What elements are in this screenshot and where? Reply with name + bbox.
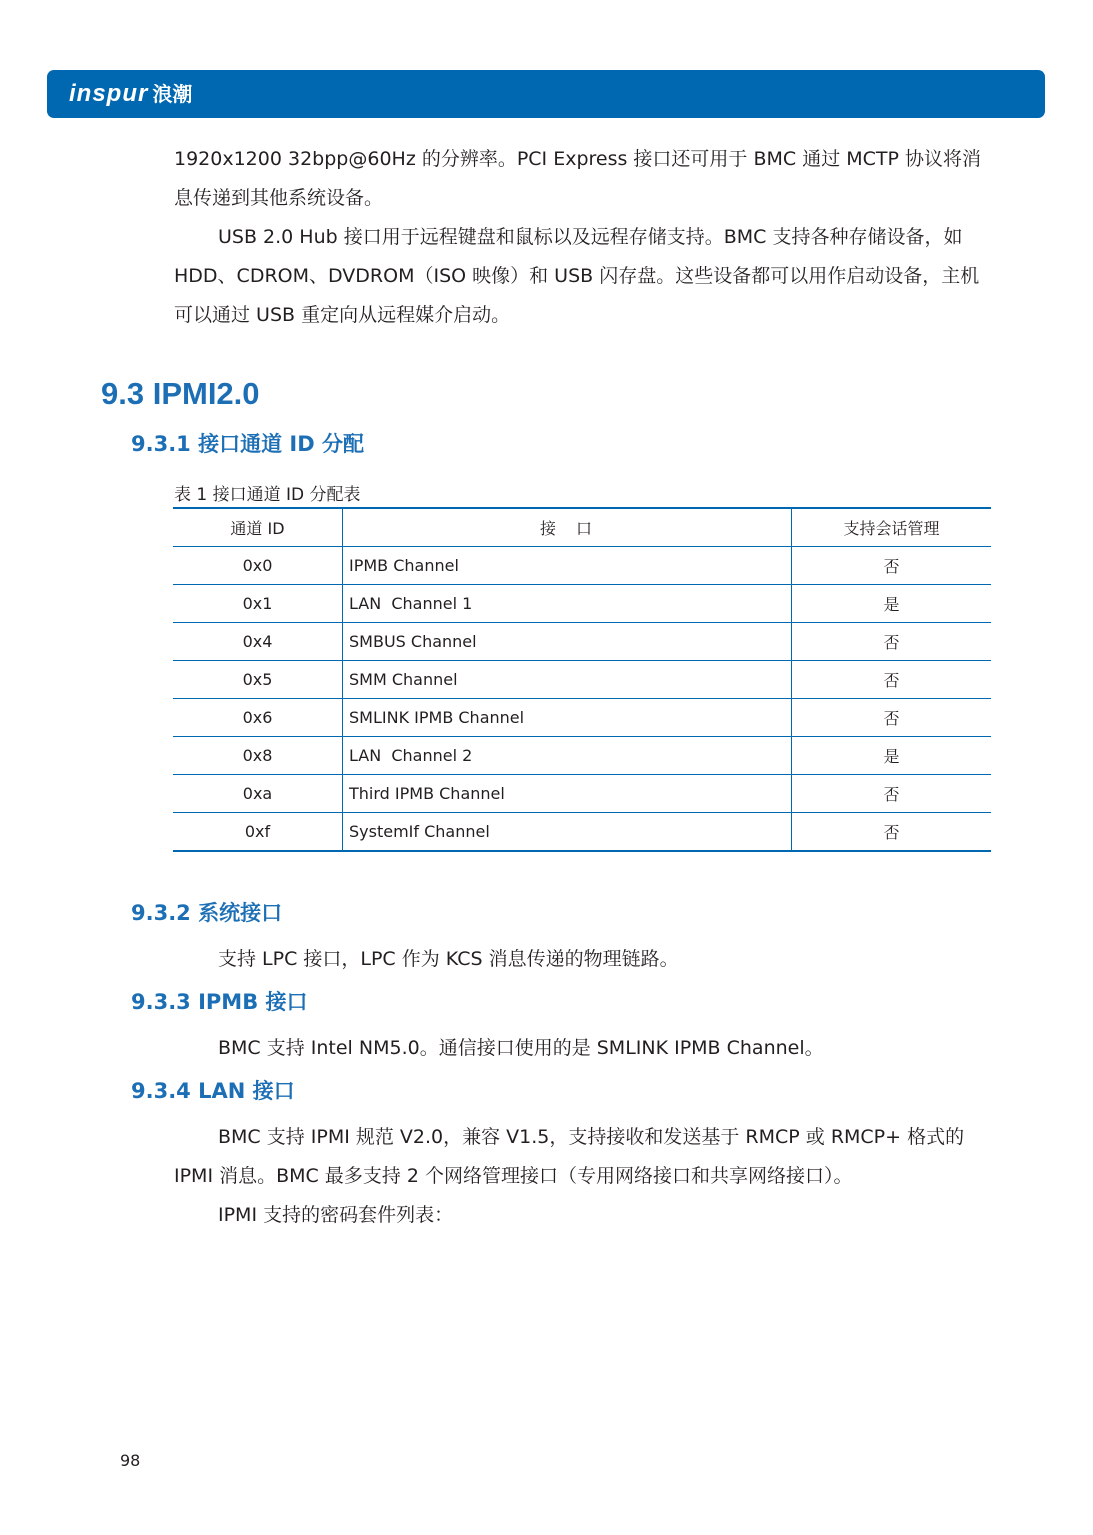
cell-interface: SMM Channel bbox=[343, 661, 792, 699]
section-title: 9.3 IPMI2.0 bbox=[101, 376, 260, 411]
ipmb-interface-text: BMC 支持 Intel NM5.0。通信接口使用的是 SMLINK IPMB Channel。 bbox=[218, 1037, 824, 1059]
cell-session-support: 否 bbox=[792, 775, 992, 813]
subsection-9-3-3-title: 9.3.3 IPMB 接口 bbox=[131, 990, 308, 1014]
channel-id-table bbox=[173, 507, 991, 852]
page-number: 98 bbox=[120, 1451, 141, 1470]
table-row bbox=[173, 813, 991, 852]
cell-channel-id: 0xa bbox=[173, 775, 343, 813]
table-row bbox=[173, 585, 991, 623]
table-header-row bbox=[173, 508, 991, 547]
header-channel-id: 通道 ID bbox=[173, 508, 343, 547]
cell-session-support: 否 bbox=[792, 813, 992, 852]
cell-interface: LAN Channel 1 bbox=[343, 585, 792, 623]
inspur-logo bbox=[69, 79, 192, 110]
cell-channel-id: 0x0 bbox=[173, 547, 343, 585]
cell-session-support: 是 bbox=[792, 737, 992, 775]
intro-paragraph-2: USB 2.0 Hub 接口用于远程键盘和鼠标以及远程存储支持。BMC 支持各种存储设备，如 HDD、CDROM、DVDROM（ISO 映像）和 USB 闪存盘。这些设备都可以用作启动设备，主机可以通过 USB 重定向从远程媒介启动。 bbox=[174, 226, 980, 326]
cell-session-support: 否 bbox=[792, 547, 992, 585]
subsection-9-3-2-title: 9.3.2 系统接口 bbox=[131, 901, 283, 925]
table-row bbox=[173, 699, 991, 737]
table-row bbox=[173, 737, 991, 775]
table-row bbox=[173, 623, 991, 661]
cell-session-support: 否 bbox=[792, 699, 992, 737]
cell-interface: SMBUS Channel bbox=[343, 623, 792, 661]
cipher-suite-intro-text: IPMI 支持的密码套件列表： bbox=[218, 1204, 454, 1226]
cell-interface: IPMB Channel bbox=[343, 547, 792, 585]
cell-interface: SystemIf Channel bbox=[343, 813, 792, 852]
header-bar bbox=[47, 70, 1045, 118]
cell-interface: Third IPMB Channel bbox=[343, 775, 792, 813]
cell-channel-id: 0x5 bbox=[173, 661, 343, 699]
cell-channel-id: 0x4 bbox=[173, 623, 343, 661]
table-row bbox=[173, 547, 991, 585]
system-interface-text: 支持 LPC 接口，LPC 作为 KCS 消息传递的物理链路。 bbox=[218, 948, 679, 970]
logo-cn-text: 浪潮 bbox=[152, 84, 193, 106]
cell-session-support: 否 bbox=[792, 661, 992, 699]
subsection-9-3-1-title: 9.3.1 接口通道 ID 分配 bbox=[131, 432, 364, 456]
cell-interface: SMLINK IPMB Channel bbox=[343, 699, 792, 737]
lan-interface-text: BMC 支持 IPMI 规范 V2.0，兼容 V1.5，支持接收和发送基于 RMCP 或 RMCP+ 格式的 IPMI 消息。BMC 最多支持 2 个网络管理接口（专用网络接口和共享网络接口）。 bbox=[174, 1126, 965, 1187]
table-row bbox=[173, 661, 991, 699]
cell-channel-id: 0x8 bbox=[173, 737, 343, 775]
cell-channel-id: 0xf bbox=[173, 813, 343, 852]
cell-channel-id: 0x1 bbox=[173, 585, 343, 623]
cell-interface: LAN Channel 2 bbox=[343, 737, 792, 775]
header-interface: 接 口 bbox=[343, 508, 792, 547]
intro-paragraph-1: 1920x1200 32bpp@60Hz 的分辨率。PCI Express 接口还可用于 BMC 通过 MCTP 协议将消息传递到其他系统设备。 bbox=[174, 148, 982, 209]
header-session-support: 支持会话管理 bbox=[792, 508, 992, 547]
table-caption: 表 1 接口通道 ID 分配表 bbox=[174, 485, 361, 505]
subsection-9-3-4-title: 9.3.4 LAN 接口 bbox=[131, 1079, 295, 1103]
cell-channel-id: 0x6 bbox=[173, 699, 343, 737]
table-row bbox=[173, 775, 991, 813]
cell-session-support: 否 bbox=[792, 623, 992, 661]
logo-text: inspur bbox=[69, 80, 149, 107]
cell-session-support: 是 bbox=[792, 585, 992, 623]
